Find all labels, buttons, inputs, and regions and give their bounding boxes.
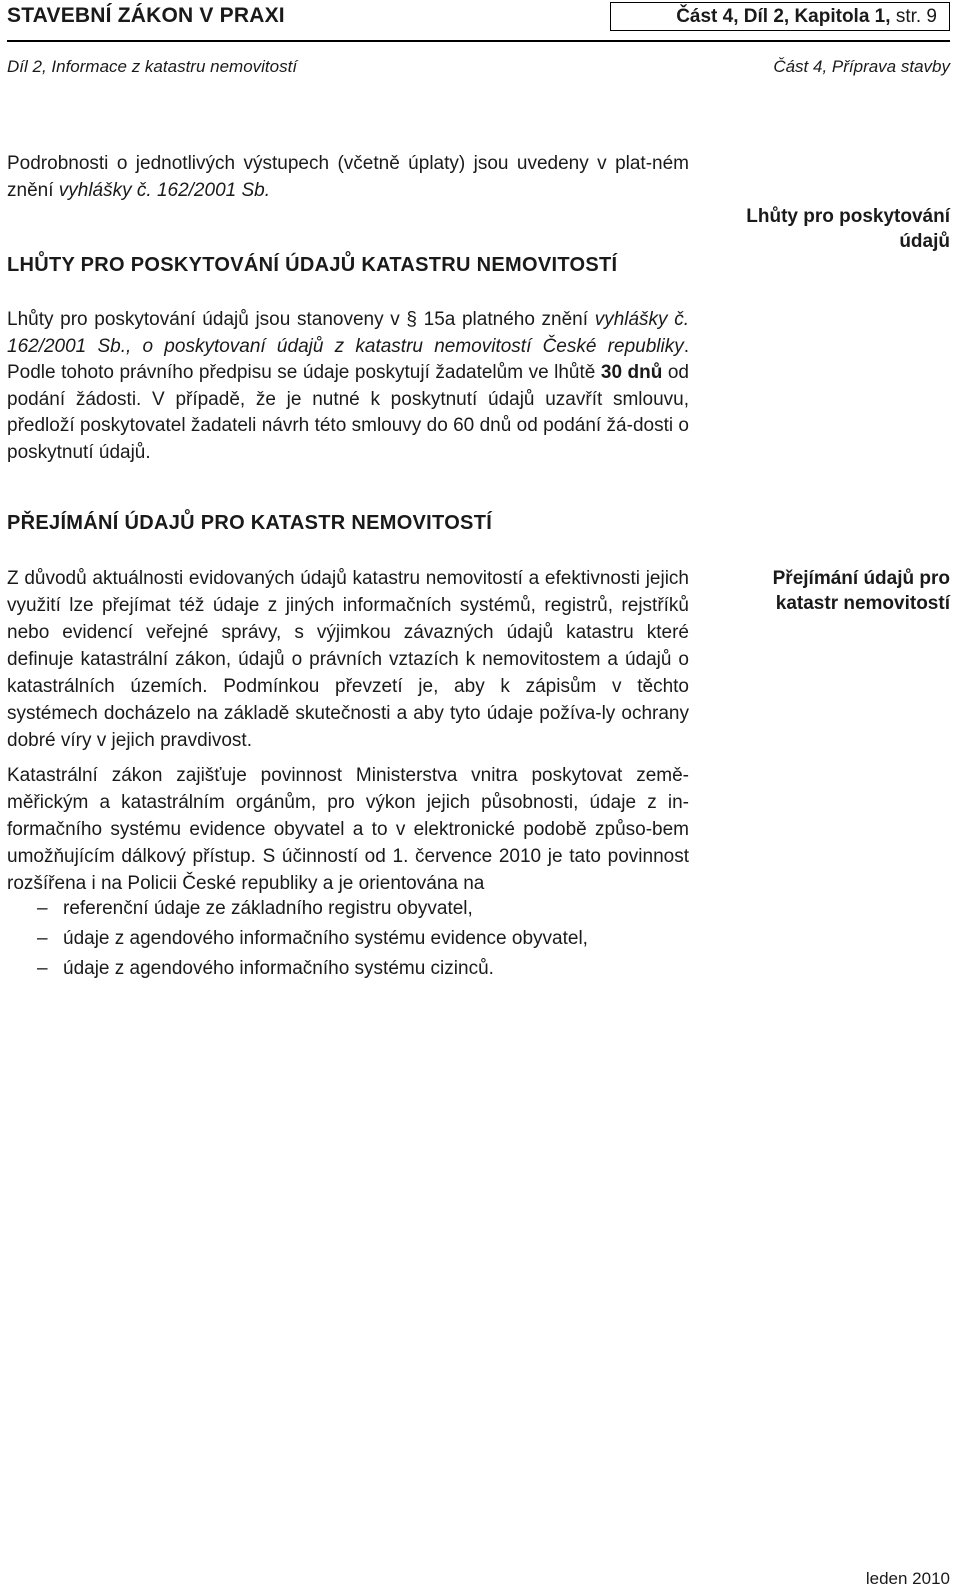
dash-bullet: – xyxy=(37,958,48,979)
intro-decree-ref: vyhlášky č. 162/2001 Sb. xyxy=(58,179,271,201)
list-item-text: údaje z agendového informačního systému evidence obyvatel, xyxy=(63,928,588,949)
list-item xyxy=(7,954,689,984)
deadline-days: 30 dnů xyxy=(600,362,663,383)
section-heading-deadlines: LHŮTY PRO POSKYTOVÁNÍ ÚDAJŮ KATASTRU NEMOVITOSTÍ xyxy=(7,254,618,276)
deadlines-paragraph xyxy=(7,307,689,466)
page-number: str. 9 xyxy=(895,6,937,27)
data-sources-list xyxy=(7,894,689,984)
intro-paragraph xyxy=(7,151,689,204)
data-intake-paragraph-1: Z důvodů aktuálnosti evidovaných údajů katastru nemovitostí a efektivnosti jejich využití lze přejímat též údaje z jiných informačních systémů, registrů, rejstříků nebo evidencí veřejné správy, s výjimkou závazných údajů katastru které definuje katastrální zákon, údajů o právních vztazích k nemovitostem a údajů o katastrálních územích. Podmínkou převzetí je, aby k zápisům v těchto systémech docházelo na základě skutečnosti a aby tyto údaje požíva-ly ochrany dobré víry v jejich pravdivost. xyxy=(7,568,689,751)
intro-text: Podrobnosti o jednotlivých výstupech (včetně úplaty) jsou uvedeny v plat-ném znění xyxy=(7,153,689,201)
list-item xyxy=(7,894,689,924)
dash-bullet: – xyxy=(37,928,48,949)
running-subtitle-left: Díl 2, Informace z katastru nemovitostí xyxy=(7,57,298,76)
list-item-text: údaje z agendového informačního systému cizinců. xyxy=(63,958,494,979)
section-heading-data-intake: PŘEJÍMÁNÍ ÚDAJŮ PRO KATASTR NEMOVITOSTÍ xyxy=(7,512,493,534)
chapter-location: Část 4, Díl 2, Kapitola 1, xyxy=(676,6,891,27)
margin-note-deadlines: Lhůty pro poskytování údajů xyxy=(746,206,950,252)
deadlines-text-c: . Podle tohoto právního předpisu se údaje poskytují žadatelům ve lhůtě xyxy=(7,335,689,383)
header-rule xyxy=(7,40,950,42)
deadlines-decree-ref: vyhlášky č. 162/2001 Sb., o poskytovaní údajů z katastru nemovitostí České republiky xyxy=(7,309,689,357)
dash-bullet: – xyxy=(37,898,48,919)
margin-note-data-intake: Přejímání údajů pro katastr nemovitostí xyxy=(772,568,950,614)
data-intake-paragraph-2: Katastrální zákon zajišťuje povinnost Ministerstva vnitra poskytovat země-měřickým a katastrálním orgánům, pro výkon jejich působnosti, údaje z in-formačního systému evidence obyvatel a to v elektronické podobě způso-bem umožňujícím dálkový přístup. S účinností od 1. července 2010 je tato povinnost rozšířena i na Policii České republiky a je orientována na xyxy=(7,765,689,894)
list-item-text: referenční údaje ze základního registru obyvatel, xyxy=(63,898,473,919)
publication-title: STAVEBNÍ ZÁKON V PRAXI xyxy=(7,4,285,27)
chapter-location-box xyxy=(610,2,950,31)
list-item xyxy=(7,924,689,954)
issue-date: leden 2010 xyxy=(865,1569,950,1588)
deadlines-text-e: od podání žádosti. V případě, že je nutné k poskytnutí údajů uzavřít smlouvu, předloží poskytovatel žadateli návrh této smlouvy do 60 dnů od podání žá-dosti o poskytnutí údajů. xyxy=(7,362,689,463)
deadlines-text-a: Lhůty pro poskytování údajů jsou stanoveny v § 15a platného znění xyxy=(7,309,595,330)
running-subtitle-right: Část 4, Příprava stavby xyxy=(773,57,950,76)
